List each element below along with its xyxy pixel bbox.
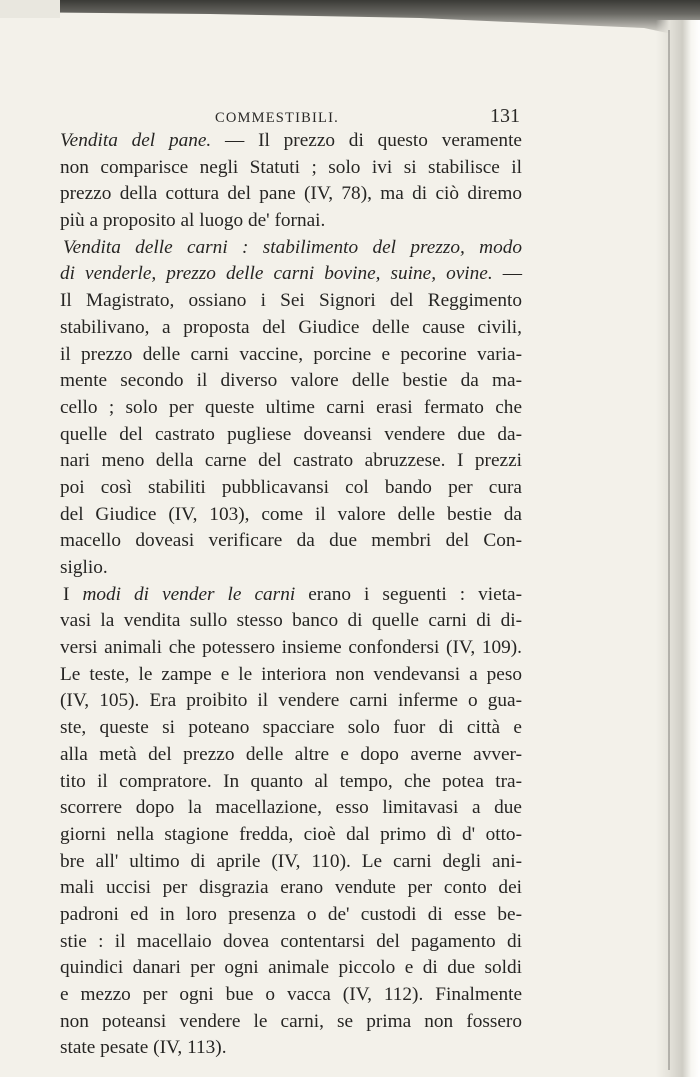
- text-segment: (IV, 105). Era proibito il vendere carni inferme o gua-: [60, 690, 522, 712]
- text-segment: stie : il macellaio dovea contentarsi del pagamento di: [60, 930, 522, 952]
- text-segment: non poteansi vendere le carni, se prima non fossero: [60, 1010, 522, 1032]
- text-segment: prezzo della cottura del pane (IV, 78), ma di ciò diremo: [60, 183, 522, 205]
- text-line: [60, 662, 522, 689]
- text-line: [60, 582, 522, 609]
- text-segment: bre all' ultimo di aprile (IV, 110). Le carni degli ani-: [60, 850, 522, 872]
- text-segment: stabilivano, a proposta del Giudice delle cause civili,: [60, 316, 522, 338]
- text-segment: poi così stabiliti pubblicavansi col bando per cura: [60, 476, 522, 498]
- page-edge-line: [668, 30, 670, 1070]
- text-line: [60, 288, 522, 315]
- text-line: [60, 315, 522, 342]
- text-line: [60, 261, 522, 288]
- text-line: [60, 955, 522, 982]
- page-number: 131: [490, 105, 520, 127]
- text-line: [60, 235, 522, 262]
- text-segment: non comparisce negli Statuti ; solo ivi si stabilisce il: [60, 156, 522, 178]
- text-line: [60, 208, 522, 235]
- text-line: [60, 448, 522, 475]
- running-head: COMMESTIBILI.: [215, 110, 339, 126]
- text-line: [60, 635, 522, 662]
- text-segment: —: [492, 263, 523, 285]
- text-segment: Il Magistrato, ossiano i Sei Signori del Reggimento: [60, 290, 522, 312]
- text-line: [60, 769, 522, 796]
- text-line: [60, 528, 522, 555]
- text-line: [60, 422, 522, 449]
- text-line: [60, 181, 522, 208]
- text-line: [60, 688, 522, 715]
- text-line: [60, 555, 522, 582]
- text-line: [60, 475, 522, 502]
- text-segment: siglio.: [60, 557, 108, 578]
- text-segment: I: [63, 583, 83, 605]
- text-segment: versi animali che potessero insieme confondersi (IV, 109).: [60, 637, 522, 659]
- text-line: [60, 849, 522, 876]
- text-segment: mali uccisi per disgrazia erano vendute per conto dei: [60, 877, 522, 899]
- text-line: [60, 929, 522, 956]
- text-segment: quelle del castrato pugliese doveansi vendere due da-: [60, 423, 522, 445]
- text-line: [60, 982, 522, 1009]
- text-segment: del Giudice (IV, 103), come il valore delle bestie da: [60, 503, 522, 525]
- text-segment: erano i seguenti : vieta-: [295, 583, 522, 605]
- text-segment: giorni nella stagione fredda, cioè dal primo dì d' otto-: [60, 823, 522, 845]
- text-line: [60, 875, 522, 902]
- text-line: [60, 742, 522, 769]
- text-line: [60, 608, 522, 635]
- text-line: [60, 128, 522, 155]
- italic-text: di venderle, prezzo delle carni bovine, suine, ovine.: [60, 263, 493, 285]
- text-segment: nari meno della carne del castrato abruzzese. I prezzi: [60, 450, 522, 472]
- italic-text: modi di vender le carni: [82, 583, 296, 605]
- italic-text: Vendita delle carni : stabilimento del prezzo, modo: [63, 236, 522, 258]
- text-line: [60, 1035, 522, 1062]
- text-line: [60, 342, 522, 369]
- text-line: [60, 902, 522, 929]
- text-line: [60, 715, 522, 742]
- text-segment: quindici danari per ogni animale piccolo e di due soldi: [60, 957, 522, 979]
- text-line: [60, 395, 522, 422]
- text-segment: e mezzo per ogni bue o vacca (IV, 112). Finalmente: [60, 984, 522, 1005]
- text-segment: il prezzo delle carni vaccine, porcine e pecorine varia-: [60, 343, 522, 365]
- page-top-shadow: [0, 0, 700, 40]
- text-segment: vasi la vendita sullo stesso banco di quelle carni di di-: [60, 610, 522, 632]
- text-line: [60, 1009, 522, 1036]
- text-line: [60, 795, 522, 822]
- page-gutter-shadow: [656, 20, 700, 1077]
- page-corner: [0, 0, 60, 18]
- text-segment: più a proposito al luogo de' fornai.: [60, 210, 326, 232]
- text-segment: — Il prezzo di questo veramente: [211, 130, 522, 151]
- text-segment: macello doveasi verificare da due membri del Con-: [60, 530, 522, 552]
- text-segment: cello ; solo per queste ultime carni erasi fermato che: [60, 396, 522, 418]
- text-line: [60, 502, 522, 529]
- text-segment: scorrere dopo la macellazione, esso limitavasi a due: [60, 797, 522, 819]
- text-line: [60, 368, 522, 395]
- text-segment: alla metà del prezzo delle altre e dopo averne avver-: [60, 743, 522, 765]
- text-segment: ste, queste si poteano spacciare solo fuor di città e: [60, 717, 522, 739]
- text-line: [60, 822, 522, 849]
- text-line: [60, 155, 522, 182]
- text-segment: Le teste, le zampe e le interiora non vendevansi a peso: [60, 663, 522, 685]
- italic-text: Vendita del pane.: [60, 130, 212, 151]
- text-segment: mente secondo il diverso valore delle bestie da ma-: [60, 370, 522, 392]
- page-header: [60, 100, 520, 130]
- text-segment: state pesate (IV, 113).: [60, 1037, 227, 1059]
- text-segment: tito il compratore. In quanto al tempo, che potea tra-: [60, 770, 522, 792]
- body-text: [60, 128, 522, 1062]
- text-segment: padroni ed in loro presenza o de' custodi di esse be-: [60, 903, 522, 925]
